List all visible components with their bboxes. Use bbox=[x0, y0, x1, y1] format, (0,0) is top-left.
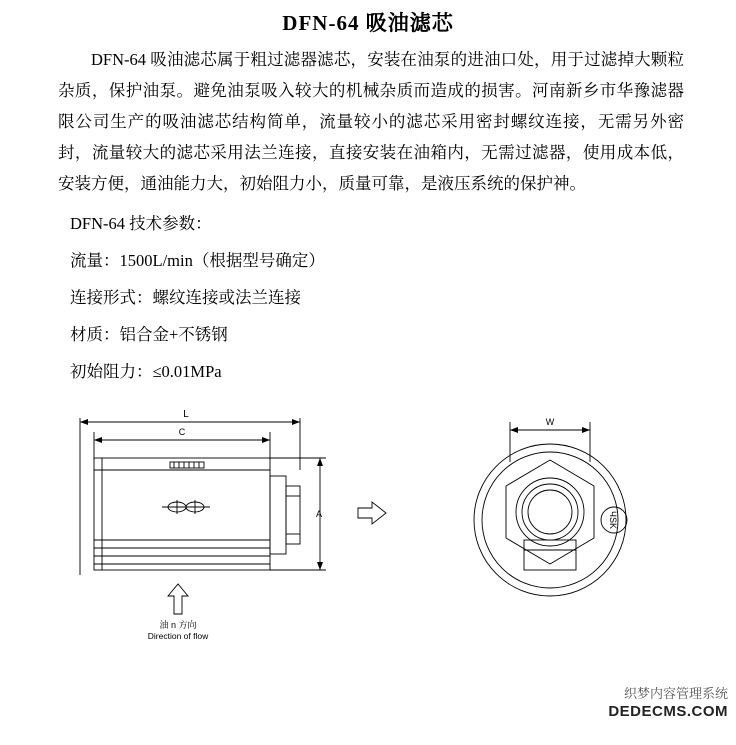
technical-drawing bbox=[0, 400, 736, 650]
spec-connection: 连接形式：螺纹连接或法兰连接 bbox=[70, 288, 301, 307]
flow-label-cn: 油 n 方向 bbox=[159, 620, 197, 630]
spec-flow: 流量：1500L/min（根据型号确定） bbox=[70, 251, 325, 270]
intro-paragraph: DFN-64 吸油滤芯属于粗过滤器滤芯，安装在油泵的进油口处，用于过滤掉大颗粒杂质，保护油泵。避免油泵吸入较大的机械杂质而造成的损害。河南新乡市华豫滤器限公司生产的吸油滤芯结构简单，流量较小的滤芯采用密封螺纹连接，无需另外密封，流量较大的滤芯采用法兰连接，直接安装在油箱内，无需过滤器，使用成本低，安装方便，通油能力大，初始阻力小，质量可靠，是液压系统的保护神。 bbox=[58, 50, 684, 193]
page-title: DFN-64 吸油滤芯 bbox=[282, 11, 454, 35]
dim-label-A: A bbox=[316, 509, 323, 519]
flow-label-en: Direction of flow bbox=[147, 631, 209, 641]
footer-brand-cn: 织梦内容管理系统 bbox=[623, 686, 728, 701]
specifications-block bbox=[0, 205, 736, 390]
dim-label-W: W bbox=[545, 417, 555, 427]
dim-label-L: L bbox=[183, 409, 189, 420]
end-mark-label: ЧSK bbox=[608, 510, 618, 530]
dim-label-C: C bbox=[178, 427, 186, 437]
spec-material: 材质：铝合金+不锈钢 bbox=[70, 325, 228, 344]
drawing-svg bbox=[58, 400, 678, 650]
footer-brand-en: DEDECMS.COM bbox=[608, 703, 728, 720]
spec-initial-resistance: 初始阻力：≤0.01MPa bbox=[70, 362, 222, 381]
footer-watermark bbox=[608, 685, 728, 721]
document-page bbox=[0, 8, 736, 745]
specs-heading: DFN-64 技术参数： bbox=[70, 214, 212, 233]
